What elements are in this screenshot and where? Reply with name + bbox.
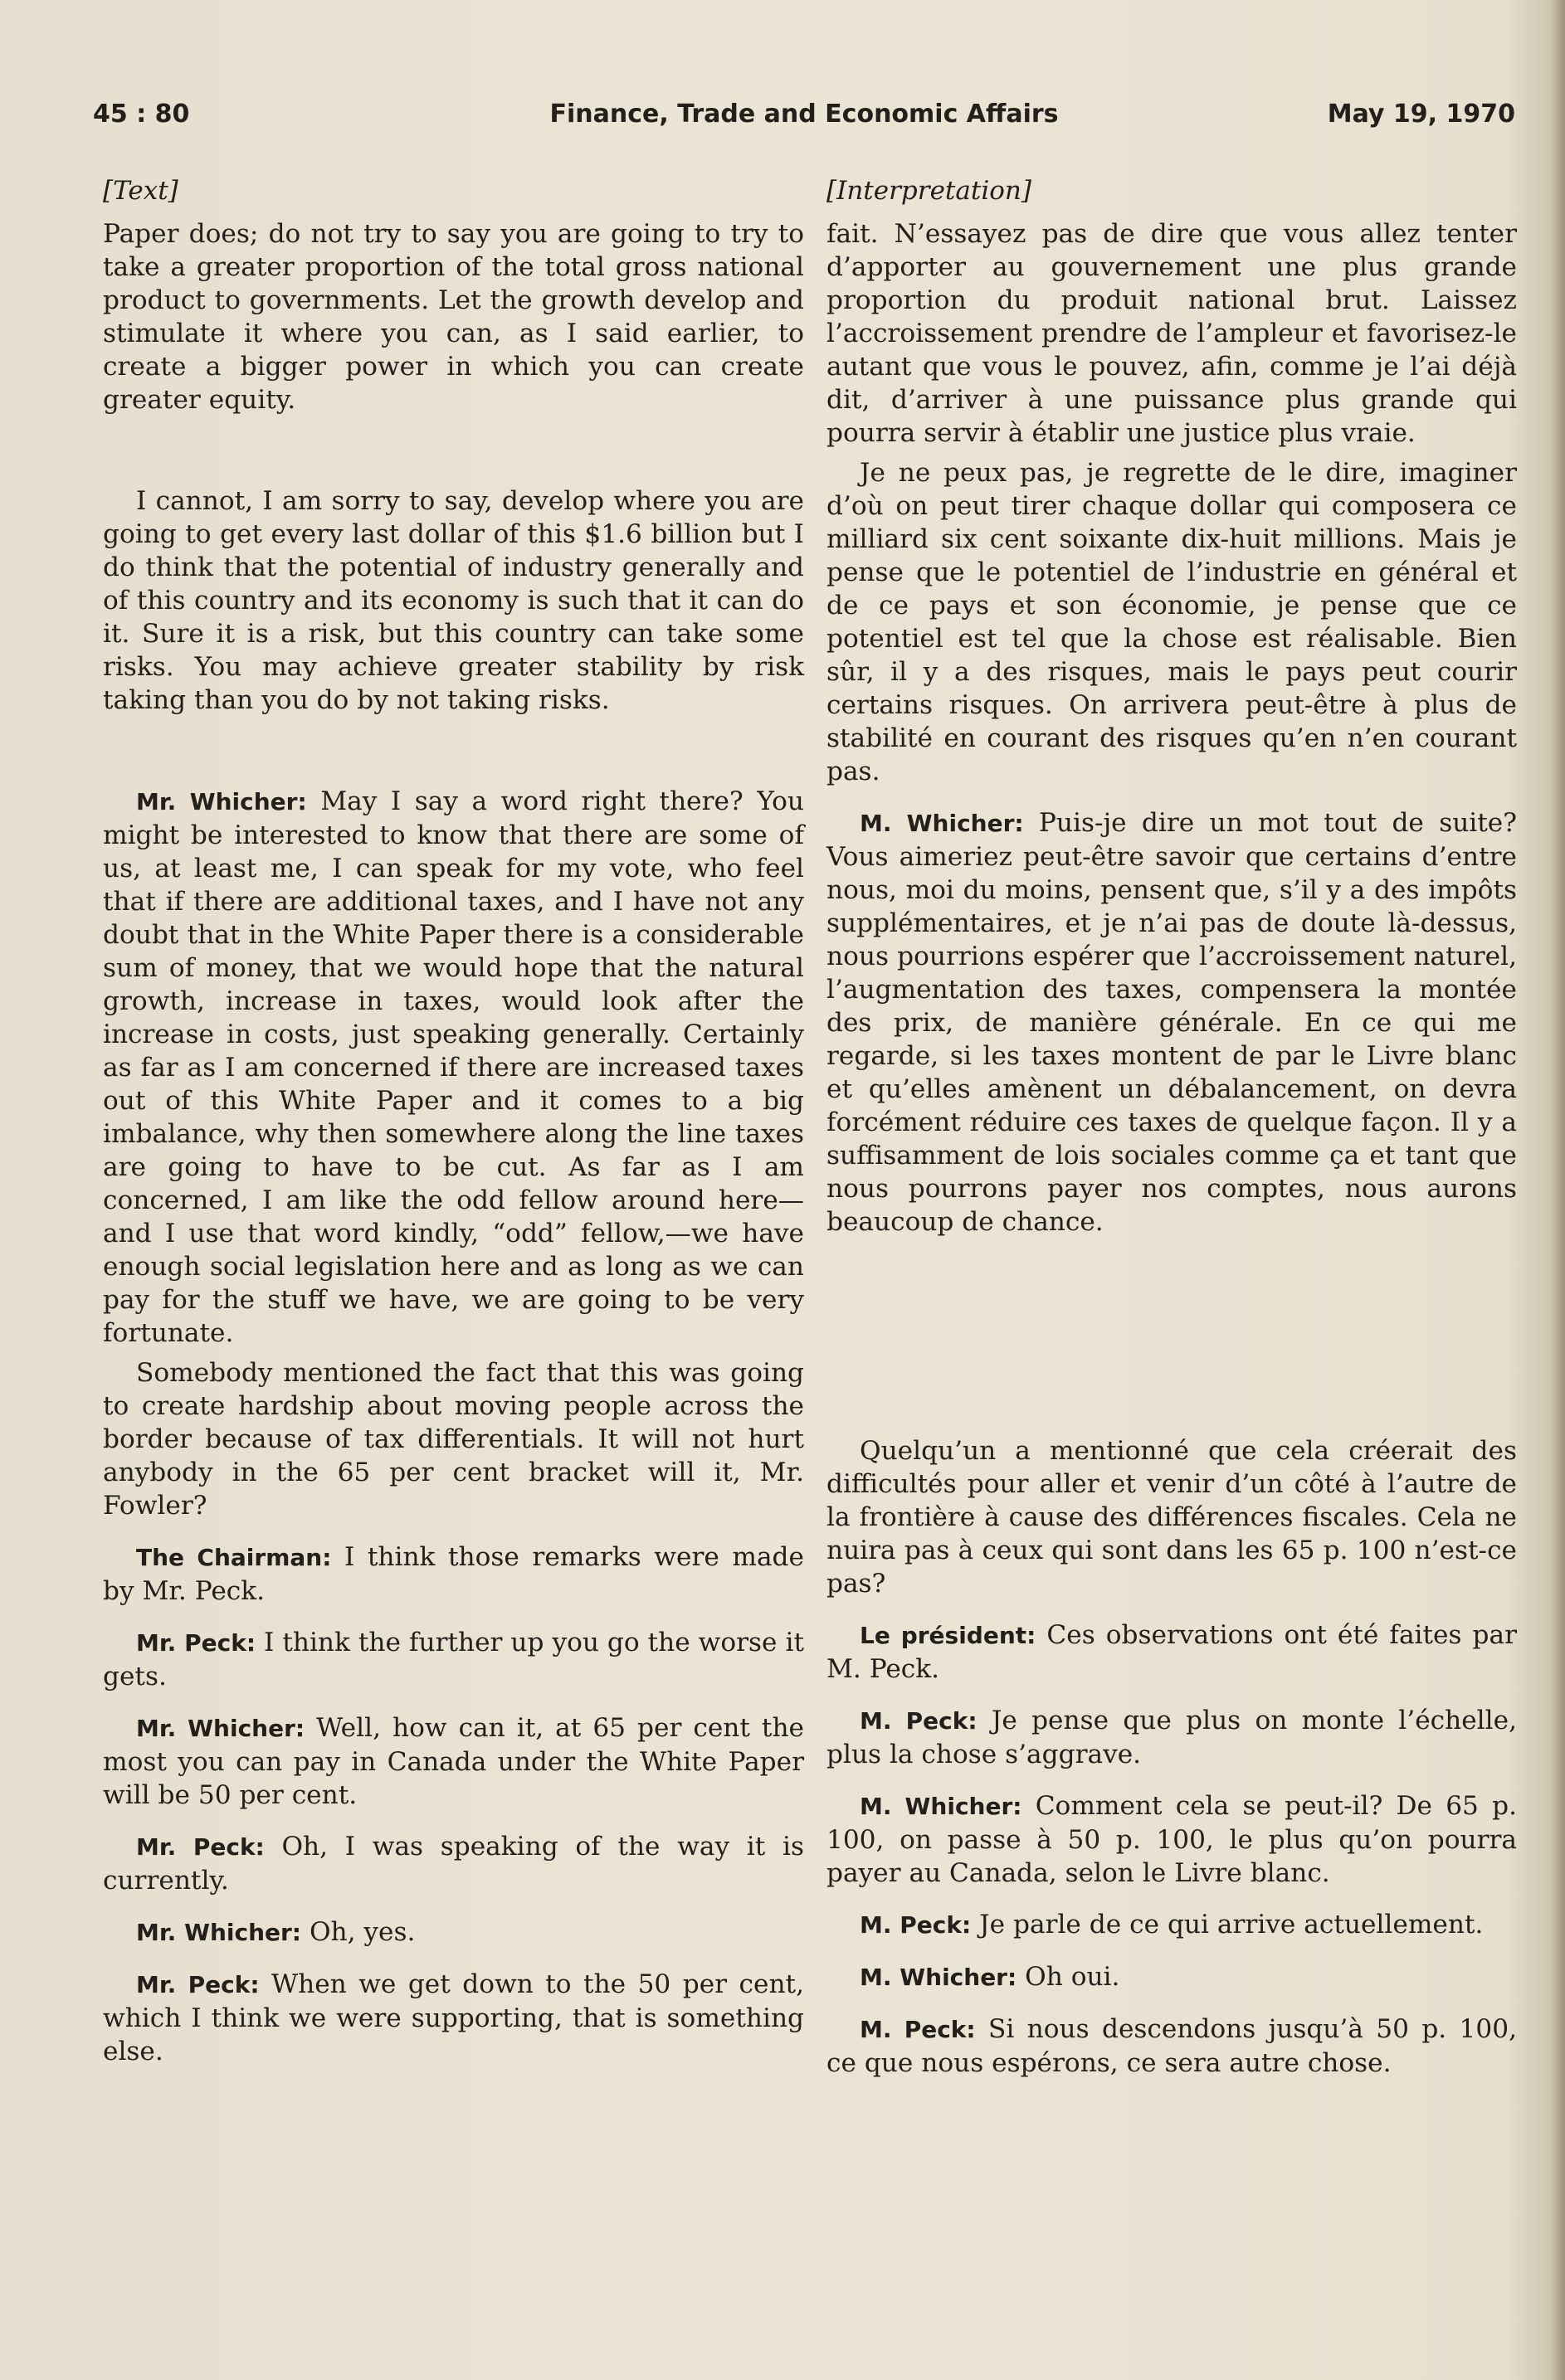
paragraph bbox=[826, 1434, 1517, 1600]
speaker-name: M. Whicher: bbox=[860, 810, 1024, 837]
speech-paragraph bbox=[103, 1968, 804, 2068]
running-header bbox=[93, 100, 1515, 141]
speaker-name: Mr. Peck: bbox=[136, 1629, 256, 1657]
french-column bbox=[826, 174, 1517, 2080]
speaker-name: M. Whicher: bbox=[860, 1793, 1022, 1820]
speech-text: Oh, yes. bbox=[309, 1917, 416, 1947]
speaker-name: M. Peck: bbox=[860, 1911, 972, 1939]
speech-text: Oh oui. bbox=[1025, 1962, 1120, 1992]
speech-paragraph bbox=[826, 1960, 1517, 1994]
paragraph bbox=[826, 456, 1517, 788]
paragraph bbox=[103, 217, 804, 416]
paragraph-text: Quelqu’un a mentionné que cela créerait des difficultés pour aller et venir d’un côté à l’autre de la frontière à cause des différences fiscales. Cela ne nuira pas à ceux qui sont dans les 65 p. 100 n’est-ce pas? bbox=[826, 1436, 1517, 1599]
paragraph-text: Somebody mentioned the fact that this was going to create hardship about moving people across the border because of tax differentials. It will not hurt anybody in the 65 per cent bracket will it, Mr. Fowler? bbox=[103, 1358, 804, 1521]
speech-text: Comment cela se peut-il? De 65 p. 100, on passe à 50 p. 100, le plus qu’on pourra payer au Canada, selon le Livre blanc. bbox=[826, 1791, 1517, 1888]
speech-text: Je pense que plus on monte l’échelle, plus la chose s’aggrave. bbox=[826, 1706, 1517, 1769]
paragraph-text: Paper does; do not try to say you are going to try to take a greater proportion of the total gross national product to governments. Let the growth develop and stimulate it where you can, as I said earlier, to create a bigger power in which you can create greater equity. bbox=[103, 219, 804, 415]
speech-text: Si nous descendons jusqu’à 50 p. 100, ce que nous espérons, ce sera autre chose. bbox=[826, 2014, 1517, 2078]
speaker-name: M. Peck: bbox=[860, 2016, 976, 2043]
paragraph bbox=[826, 217, 1517, 450]
speech-text: May I say a word right there? You might be interested to know that there are some of us, at least me, I can speak for my vote, who feel that if there are additional taxes, and I have not any doubt that in the White Paper there is a considerable sum of money, that we would hope that the natural growth, increase in taxes, would look after the increase in costs, just speaking generally. Certainly as far as I am concerned if there are increased taxes out of this White Paper and it comes to a big imbalance, why then somewhere along the line taxes are going to have to be cut. As far as I am concerned, I am like the odd fellow around here—and I use that word kindly, “odd” fellow,—we have enough social legislation here and as long as we can pay for the stuff we have, we are going to be very fortunate. bbox=[103, 786, 804, 1348]
speech-text: I think those remarks were made by Mr. Peck. bbox=[103, 1542, 804, 1606]
speaker-name: Mr. Whicher: bbox=[136, 1919, 302, 1946]
speech-paragraph bbox=[826, 1789, 1517, 1890]
speech-paragraph bbox=[103, 1626, 804, 1693]
speech-paragraph bbox=[103, 1711, 804, 1812]
speech-paragraph bbox=[826, 2013, 1517, 2080]
speech-paragraph bbox=[103, 785, 804, 1350]
speech-text: Well, how can it, at 65 per cent the most you can pay in Canada under the White Paper will be 50 per cent. bbox=[103, 1713, 805, 1810]
speaker-name: Le président: bbox=[860, 1622, 1036, 1649]
column-label-text: [Text] bbox=[103, 176, 178, 206]
speaker-name: M. Peck: bbox=[860, 1707, 978, 1735]
page-date: May 19, 1970 bbox=[1327, 100, 1515, 129]
english-column bbox=[103, 174, 804, 2068]
paragraph bbox=[103, 484, 804, 717]
publication-title: Finance, Trade and Economic Affairs bbox=[549, 100, 1059, 129]
speech-paragraph bbox=[826, 1618, 1517, 1686]
page-edge-shadow bbox=[1552, 0, 1565, 2380]
speech-text: When we get down to the 50 per cent, which I think we were supporting, that is something else. bbox=[103, 1969, 804, 2066]
speaker-name: Mr. Whicher: bbox=[136, 1715, 305, 1742]
speech-paragraph bbox=[103, 1915, 804, 1949]
speech-text: Ces observations ont été faites par M. Peck. bbox=[826, 1620, 1518, 1684]
speech-text: I think the further up you go the worse it gets. bbox=[103, 1628, 804, 1691]
column-label-interpretation: [Interpretation] bbox=[826, 176, 1031, 206]
page-number: 45 : 80 bbox=[93, 100, 190, 129]
paragraph-text: fait. N’essayez pas de dire que vous allez tenter d’apporter au gouvernement une plus grande proportion du produit national brut. Laissez l’accroissement prendre de l’ampleur et favorisez-le autant que vous le pouvez, afin, comme je l’ai déjà dit, d’arriver à une puissance plus grande qui pourra servir à établir une justice plus vraie. bbox=[826, 219, 1517, 448]
speaker-name: Mr. Whicher: bbox=[136, 788, 307, 815]
speech-paragraph bbox=[826, 1908, 1517, 1942]
speech-paragraph bbox=[826, 1704, 1517, 1771]
paragraph-text: Je ne peux pas, je regrette de le dire, imaginer d’où on peut tirer chaque dollar qui composera ce milliard six cent soixante dix-huit millions. Mais je pense que le potentiel de l’industrie en général et de ce pays et son économie, je pense que ce potentiel est tel que la chose est réalisable. Bien sûr, il y a des risques, mais le pays peut courir certains risques. On arrivera peut-être à plus de stabilité en courant des risques qu’en n’en courant pas. bbox=[826, 458, 1517, 786]
speaker-name: The Chairman: bbox=[136, 1544, 332, 1571]
speech-paragraph bbox=[103, 1830, 804, 1897]
speaker-name: Mr. Peck: bbox=[136, 1833, 265, 1861]
paragraph bbox=[103, 1356, 804, 1522]
speaker-name: M. Whicher: bbox=[860, 1964, 1017, 1991]
speech-text: Oh, I was speaking of the way it is currently. bbox=[103, 1832, 804, 1896]
speech-text: Je parle de ce qui arrive actuellement. bbox=[979, 1910, 1484, 1940]
speech-text: Puis-je dire un mot tout de suite? Vous aimeriez peut-être savoir que certains d’entre nous, moi du moins, pensent que, s’il y a des impôts supplémentaires, et je n’ai pas de doute là-dessus, nous pourrions espérer que l’accroissement naturel, l’augmentation des taxes, compensera la montée des prix, de manière générale. En ce qui me regarde, si les taxes montent de par le Livre blanc et qu’elles amènent un débalancement, on devra forcément réduire ces taxes de quelque façon. Il y a suffisamment de lois sociales comme ça et tant que nous pourrons payer nos comptes, nous aurons beaucoup de chance. bbox=[826, 808, 1517, 1237]
paragraph-text: I cannot, I am sorry to say, develop where you are going to get every last dollar of this $1.6 billion but I do think that the potential of industry generally and of this country and its economy is such that it can do it. Sure it is a risk, but this country can take some risks. You may achieve greater stability by risk taking than you do by not taking risks. bbox=[103, 486, 804, 715]
speech-paragraph bbox=[826, 806, 1517, 1239]
speech-paragraph bbox=[103, 1540, 804, 1608]
speaker-name: Mr. Peck: bbox=[136, 1971, 260, 1998]
